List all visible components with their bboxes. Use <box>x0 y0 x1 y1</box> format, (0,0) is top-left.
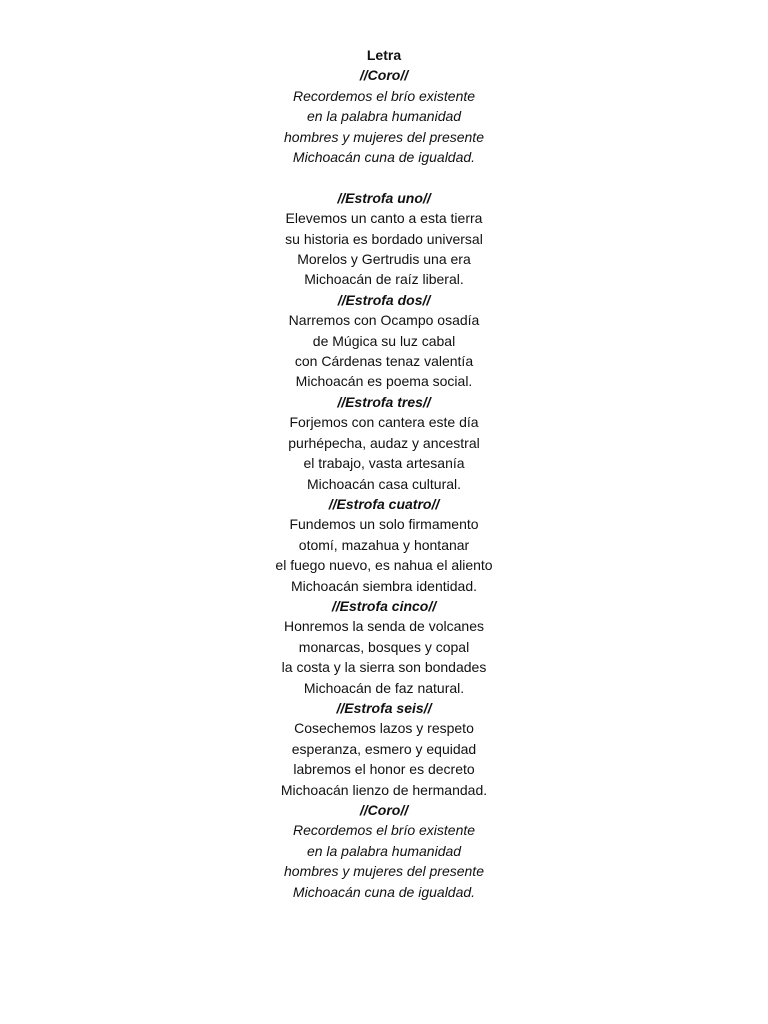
lyric-line: hombres y mujeres del presente <box>284 128 484 145</box>
lyric-line: Morelos y Gertrudis una era <box>297 251 471 268</box>
lyric-line: Recordemos el brío existente <box>292 822 476 839</box>
lyric-line: de Múgica su luz cabal <box>312 332 456 349</box>
lyric-line: el fuego nuevo, es nahua el aliento <box>275 557 493 574</box>
section-heading: //Estrofa cinco// <box>331 597 437 614</box>
section-heading: //Coro// <box>359 67 409 84</box>
section-heading: //Estrofa dos// <box>337 291 431 308</box>
section-heading: //Coro// <box>359 802 409 819</box>
lyric-line: su historia es bordado universal <box>285 230 483 247</box>
lyric-line: Michoacán cuna de igualdad. <box>292 149 476 166</box>
lyric-line: en la palabra humanidad <box>306 108 462 125</box>
section-heading: //Estrofa seis// <box>336 699 432 716</box>
lyric-line: monarcas, bosques y copal <box>298 638 470 655</box>
section-verse-one <box>0 188 768 290</box>
blank-line <box>0 167 768 187</box>
lyric-line: otomí, mazahua y hontanar <box>298 536 470 553</box>
lyric-line: Michoacán casa cultural. <box>306 475 462 492</box>
lyric-line: en la palabra humanidad <box>306 842 462 859</box>
section-heading: //Estrofa tres// <box>337 393 431 410</box>
lyric-line: Michoacán de faz natural. <box>303 679 465 696</box>
lyric-line: purhépecha, audaz y ancestral <box>288 434 480 451</box>
lyrics-document <box>0 45 768 902</box>
section-verse-five <box>0 596 768 698</box>
lyric-line: esperanza, esmero y equidad <box>291 740 477 757</box>
section-heading: //Estrofa uno// <box>337 189 431 206</box>
lyric-line: labremos el honor es decreto <box>293 761 475 778</box>
lyric-line: el trabajo, vasta artesanía <box>303 455 465 472</box>
lyric-line: Michoacán cuna de igualdad. <box>292 883 476 900</box>
lyric-line: Michoacán de raíz liberal. <box>304 271 464 288</box>
section-heading: //Estrofa cuatro// <box>328 495 440 512</box>
lyric-line: Narremos con Ocampo osadía <box>288 312 480 329</box>
document-title: Letra <box>366 47 402 63</box>
lyric-line: la costa y la sierra son bondades <box>281 659 487 676</box>
lyric-line: con Cárdenas tenaz valentía <box>294 353 474 370</box>
lyric-line: Michoacán siembra identidad. <box>291 577 477 594</box>
lyric-line: Michoacán es poema social. <box>295 373 473 390</box>
lyric-line: Michoacán lienzo de hermandad. <box>280 781 488 798</box>
lyric-line: Honremos la senda de volcanes <box>283 618 484 635</box>
section-verse-three <box>0 392 768 494</box>
section-verse-four <box>0 494 768 596</box>
section-verse-six <box>0 698 768 800</box>
section-chorus-end <box>0 800 768 902</box>
lyric-line: Cosechemos lazos y respeto <box>294 720 474 737</box>
section-chorus-start <box>0 65 768 167</box>
lyric-line: Fundemos un solo firmamento <box>289 516 479 533</box>
lyric-line: Recordemos el brío existente <box>292 87 476 104</box>
lyric-line: hombres y mujeres del presente <box>284 863 484 880</box>
lyric-line: Forjemos con cantera este día <box>289 414 479 431</box>
lyric-line: Elevemos un canto a esta tierra <box>285 210 483 227</box>
section-verse-two <box>0 290 768 392</box>
